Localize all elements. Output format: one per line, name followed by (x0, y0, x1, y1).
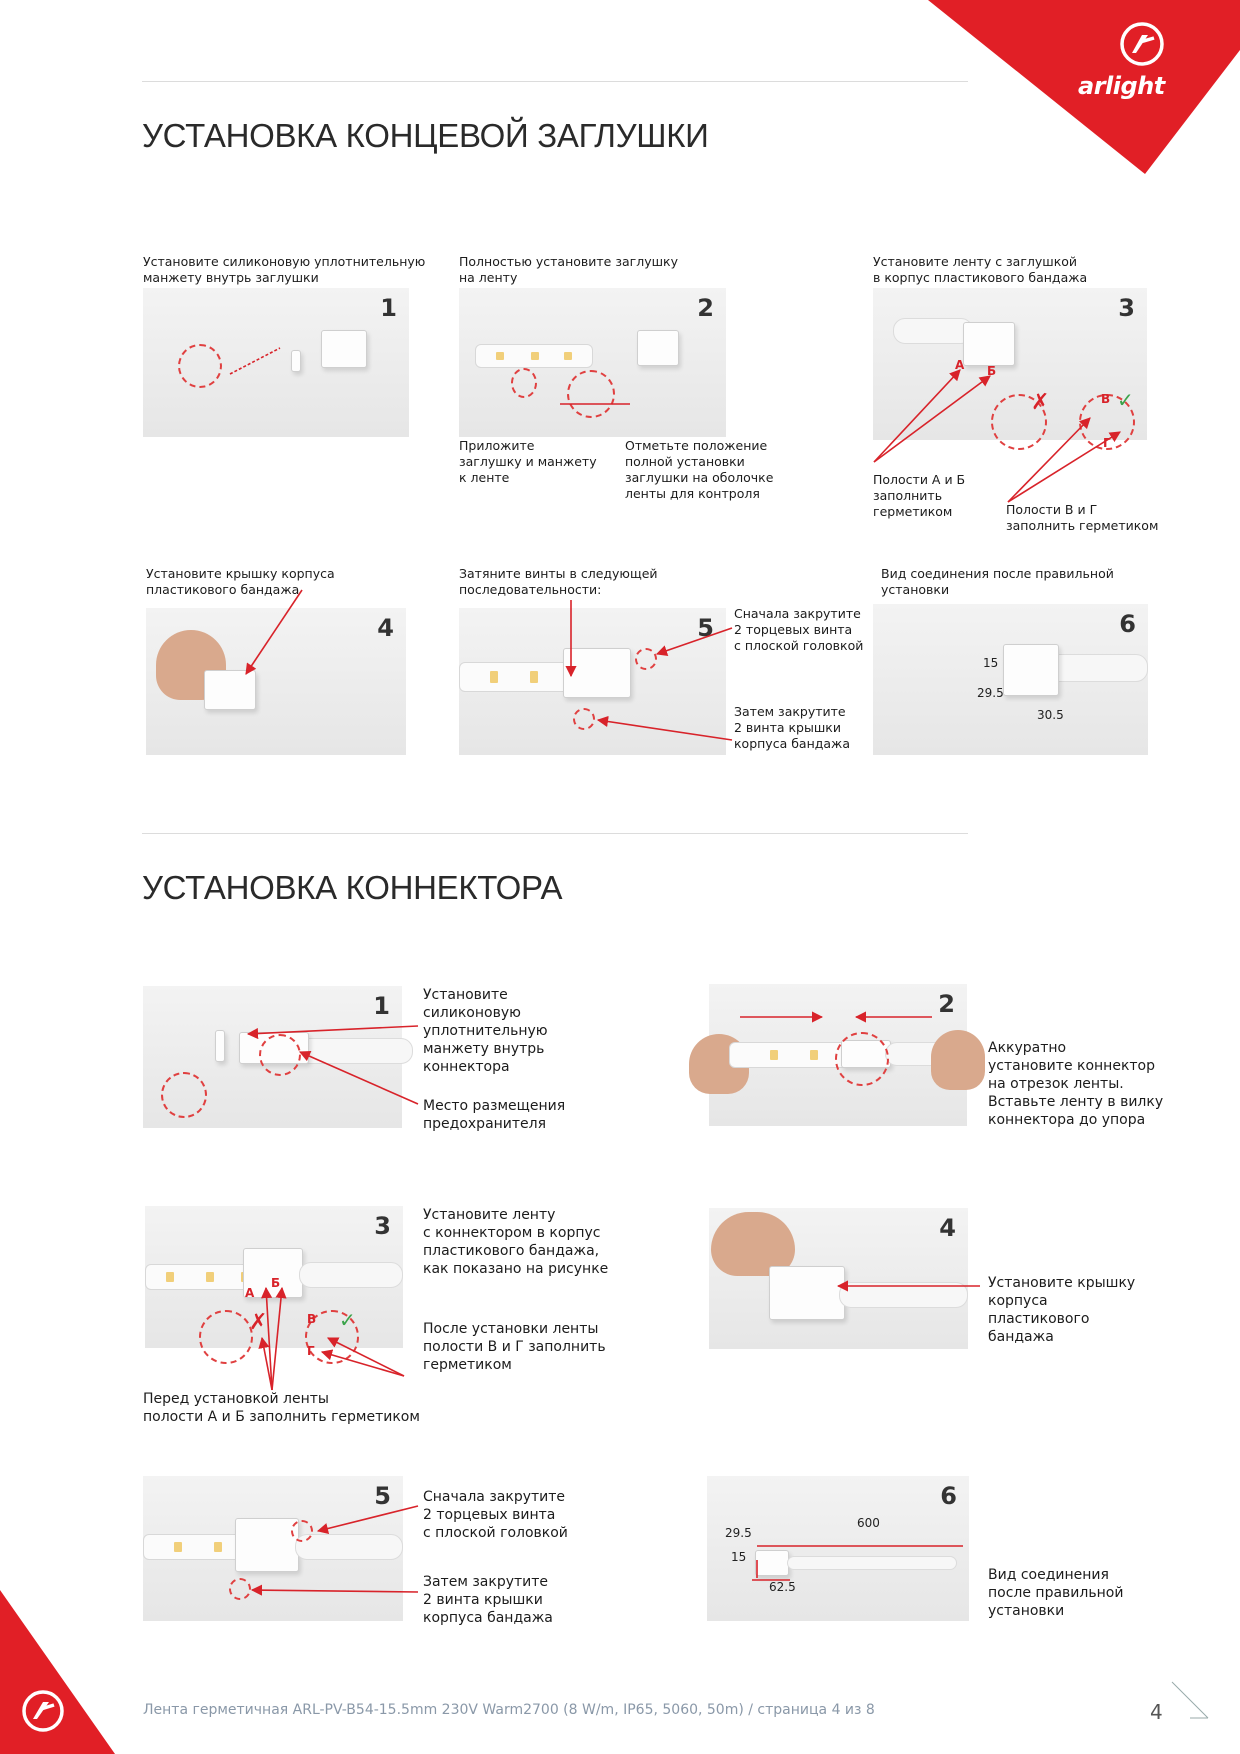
step-number: 4 (939, 1214, 956, 1242)
step-note: Место размещения предохранителя (423, 1098, 566, 1132)
step-note: Отметьте положение полной установки заглушки на оболочке ленты для контроля (625, 438, 774, 501)
bandage-housing (769, 1266, 845, 1320)
step-note: Сначала закрутите 2 торцевых винта с плоской головкой (734, 606, 864, 653)
step-number: 2 (697, 294, 714, 322)
step-photo (709, 1208, 968, 1349)
step-number: 5 (374, 1482, 391, 1510)
step-photo (143, 288, 409, 437)
cavity-label: В (307, 1312, 317, 1326)
bandage-housing (563, 648, 631, 698)
step-note: Затем закрутите 2 винта крышки корпуса бандажа (423, 1574, 553, 1626)
divider (142, 833, 968, 834)
brand-name: arlight (1078, 72, 1165, 100)
led-strip (893, 318, 973, 344)
dimension-label: 62.5 (769, 1580, 796, 1594)
step-number: 1 (380, 294, 397, 322)
bandage-housing (235, 1518, 299, 1572)
zoom-circle (161, 1072, 207, 1118)
section-title: УСТАНОВКА КОННЕКТОРА (142, 869, 563, 906)
step-caption: Установите крышку корпуса пластикового бандажа (146, 566, 335, 597)
dimension-label: 29.5 (725, 1526, 752, 1540)
step-number: 3 (1118, 294, 1135, 322)
cable (293, 1038, 413, 1064)
dimension-label: 600 (857, 1516, 880, 1530)
screw-circle (229, 1578, 251, 1600)
dimension-label: 15 (983, 656, 999, 670)
step-caption: Затяните винты в следующей последовательности: (459, 566, 658, 597)
led-strip (143, 1534, 243, 1560)
dimension-label: 30.5 (1037, 708, 1064, 722)
bandage-housing (1003, 644, 1059, 696)
cavity-label: А (245, 1286, 255, 1300)
step-note: Полости А и Б заполнить герметиком (873, 472, 966, 519)
dimension-label: 15 (731, 1550, 747, 1564)
end-cap (637, 330, 679, 366)
wrong-icon: ✗ (1031, 390, 1050, 415)
step-photo (146, 608, 406, 755)
screw-circle (635, 648, 657, 670)
step-number: 5 (697, 614, 714, 642)
cable (295, 1534, 403, 1560)
end-cap (321, 330, 367, 368)
zoom-circle (178, 344, 222, 388)
step-photo (707, 1476, 969, 1621)
step-photo (145, 1206, 403, 1358)
step-photo (873, 604, 1148, 755)
cable (299, 1262, 403, 1288)
correct-icon: ✓ (339, 1308, 356, 1332)
bandage-housing (204, 670, 256, 710)
section-title: УСТАНОВКА КОНЦЕВОЙ ЗАГЛУШКИ (142, 117, 709, 154)
led-strip (145, 1264, 255, 1290)
step-photo (459, 608, 726, 755)
page-corner-decoration (1170, 1680, 1210, 1720)
screw-circle (573, 708, 595, 730)
screw-circle (291, 1520, 313, 1542)
arlight-logo-icon (1118, 20, 1166, 68)
cavity-label: В (1101, 392, 1111, 406)
cavity-label: Г (1103, 436, 1111, 450)
step-number: 3 (374, 1212, 391, 1240)
step-caption: Установите силиконовую уплотнительную манжету внутрь заглушки (143, 254, 426, 285)
cable (787, 1556, 957, 1570)
step-number: 6 (1119, 610, 1136, 638)
led-strip (729, 1042, 849, 1068)
step-note: Перед установкой ленты полости А и Б заполнить герметиком (143, 1391, 420, 1425)
step-photo (709, 984, 967, 1126)
cavity-label: Б (987, 364, 997, 378)
step-note: Сначала закрутите 2 торцевых винта с плоской головкой (423, 1489, 568, 1541)
step-note: Аккуратно установите коннектор на отрезок ленты. Вставьте ленту в вилку коннектора до упора (988, 1040, 1164, 1128)
zoom-circle (567, 370, 615, 418)
step-number: 6 (940, 1482, 957, 1510)
step-number: 2 (938, 990, 955, 1018)
step-note: Вид соединения после правильной установки (988, 1567, 1124, 1619)
led-strip (475, 344, 593, 368)
hand (931, 1030, 985, 1090)
step-caption: Установите ленту с заглушкой в корпус пластикового бандажа (873, 254, 1088, 285)
correct-icon: ✓ (1117, 388, 1134, 412)
cavity-label: Г (307, 1344, 315, 1358)
zoom-circle (511, 368, 537, 398)
step-note: После установки ленты полости В и Г заполнить герметиком (423, 1321, 606, 1373)
step-photo (143, 986, 402, 1128)
step-number: 4 (377, 614, 394, 642)
step-note: Установите силиконовую уплотнительную манжету внутрь коннектора (423, 987, 548, 1075)
bandage-housing (755, 1550, 789, 1576)
step-photo (143, 1476, 403, 1621)
zoom-circle (259, 1034, 301, 1076)
step-number: 1 (373, 992, 390, 1020)
step-note: Затем закрутите 2 винта крышки корпуса бандажа (734, 704, 850, 751)
arlight-logo-icon-bottom (20, 1688, 66, 1734)
cavity-label: Б (271, 1276, 281, 1290)
page-number: 4 (1150, 1700, 1163, 1724)
step-caption: Вид соединения после правильной установки (881, 566, 1114, 597)
step-photo (459, 288, 726, 437)
step-note: Полости В и Г заполнить герметиком (1006, 502, 1159, 533)
zoom-circle (835, 1032, 889, 1086)
cable (839, 1282, 968, 1308)
footer-text: Лента герметичная ARL-PV-B54-15.5mm 230V Warm2700 (8 W/m, IP65, 5060, 50m) / страница 4 из 8 (143, 1702, 875, 1718)
step-note: Приложите заглушку и манжету к ленте (459, 438, 597, 485)
silicone-cuff (291, 350, 301, 372)
step-photo (873, 288, 1147, 450)
cavity-label: А (955, 358, 965, 372)
step-note: Установите крышку корпуса пластикового бандажа (988, 1275, 1136, 1345)
zoom-circle (199, 1310, 253, 1364)
divider (142, 81, 968, 82)
step-note: Установите ленту с коннектором в корпус пластикового бандажа, как показано на рисунке (423, 1207, 609, 1277)
step-caption: Полностью установите заглушку на ленту (459, 254, 678, 285)
silicone-cuff (215, 1030, 225, 1062)
bandage-housing (963, 322, 1015, 366)
dimension-label: 29.5 (977, 686, 1004, 700)
wrong-icon: ✗ (249, 1310, 268, 1335)
